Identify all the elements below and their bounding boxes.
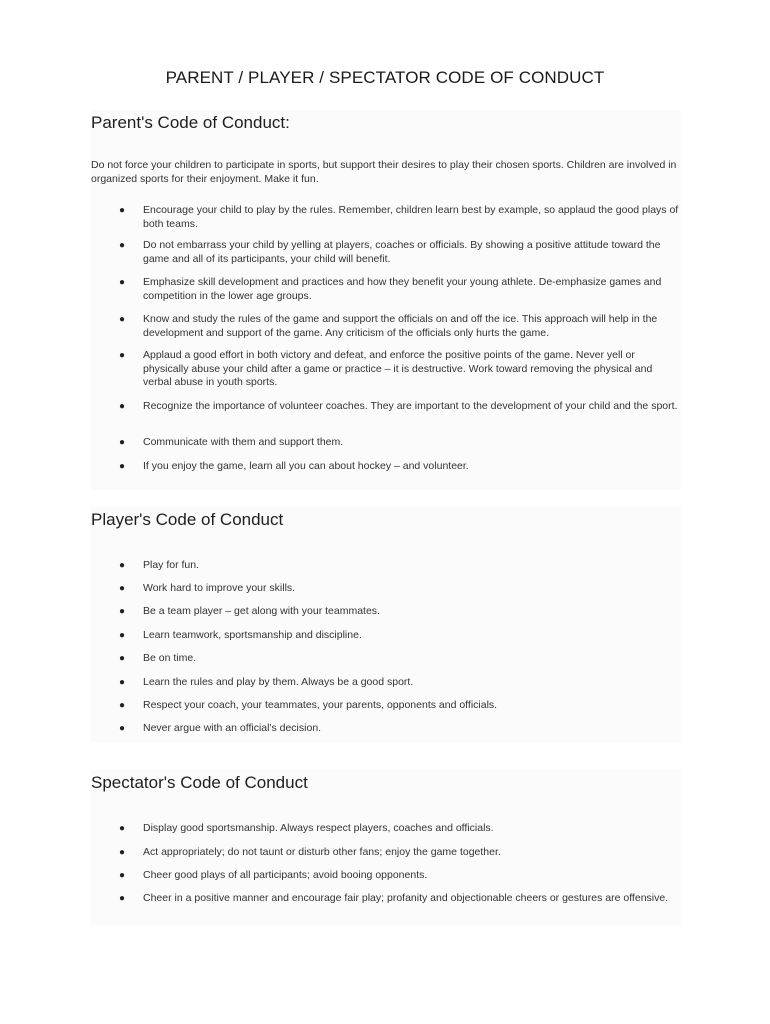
list-item — [91, 239, 681, 266]
bullet-icon: ● — [119, 700, 126, 711]
bullet-icon: ● — [119, 401, 126, 412]
list-item — [91, 204, 681, 231]
bullet-icon: ● — [119, 437, 126, 448]
list-item-text: Respect your coach, your teammates, your parents, opponents and officials. — [143, 699, 498, 711]
list-item — [91, 822, 681, 836]
list-item — [91, 869, 681, 883]
parents-heading: Parent's Code of Conduct: — [91, 113, 290, 132]
bullet-icon: ● — [119, 277, 126, 288]
list-item — [91, 652, 681, 666]
list-item-text: Cheer in a positive manner and encourage fair play; profanity and objectionable cheers or gestures are offensive. — [143, 892, 669, 904]
list-item-text: Do not embarrass your child by yelling at players, coaches or officials. By showing a positive attitude toward the game and all of its participants, your child will benefit. — [143, 239, 661, 265]
players-heading: Player's Code of Conduct — [91, 510, 284, 529]
bullet-icon: ● — [119, 677, 126, 688]
spectators-heading: Spectator's Code of Conduct — [91, 773, 308, 792]
list-item-text: Display good sportsmanship. Always respect players, coaches and officials. — [143, 822, 494, 834]
list-item-text: Work hard to improve your skills. — [143, 582, 296, 594]
bullet-icon: ● — [119, 893, 126, 904]
list-item — [91, 313, 681, 340]
bullet-icon: ● — [119, 653, 126, 664]
list-item-text: Act appropriately; do not taunt or disturb other fans; enjoy the game together. — [143, 846, 501, 858]
list-item-text: Play for fun. — [143, 559, 200, 571]
list-item — [91, 582, 681, 596]
list-item-text: Never argue with an official's decision. — [143, 722, 322, 734]
list-item-text: Learn the rules and play by them. Always be a good sport. — [143, 676, 414, 688]
list-item — [91, 460, 681, 474]
parents-section — [91, 110, 681, 490]
list-item — [91, 400, 681, 414]
bullet-icon: ● — [119, 560, 126, 571]
bullet-icon: ● — [119, 461, 126, 472]
list-item-text: Learn teamwork, sportsmanship and discipline. — [143, 629, 362, 641]
spectators-section — [91, 770, 681, 925]
bullet-icon: ● — [119, 205, 126, 216]
bullet-icon: ● — [119, 847, 126, 858]
list-item — [91, 349, 681, 390]
bullet-icon: ● — [119, 606, 126, 617]
list-item-text: Recognize the importance of volunteer coaches. They are important to the development of your child and the sport. — [143, 400, 678, 412]
bullet-icon: ● — [119, 350, 126, 361]
list-item — [91, 276, 681, 303]
list-item-text: Know and study the rules of the game and support the officials on and off the ice. This approach will help in the development and support of the game. Any criticism of the officials only hurts the game. — [143, 313, 658, 339]
bullet-icon: ● — [119, 314, 126, 325]
list-item — [91, 892, 681, 906]
list-item-text: Emphasize skill development and practices and how they benefit your young athlete. De-emphasize games and competition in the lower age groups. — [143, 276, 662, 302]
bullet-icon: ● — [119, 630, 126, 641]
bullet-icon: ● — [119, 823, 126, 834]
list-item-text: Communicate with them and support them. — [143, 436, 344, 448]
list-item-text: If you enjoy the game, learn all you can about hockey – and volunteer. — [143, 460, 469, 472]
list-item — [91, 676, 681, 690]
bullet-icon: ● — [119, 583, 126, 594]
list-item — [91, 436, 681, 450]
bullet-icon: ● — [119, 870, 126, 881]
players-section — [91, 507, 681, 742]
list-item-text: Applaud a good effort in both victory and defeat, and enforce the positive points of the game. Never yell or physically abuse your child after a game or practice – it is destructive. Work toward removing the physical and verbal abuse in youth sports. — [143, 349, 653, 388]
bullet-icon: ● — [119, 723, 126, 734]
list-item-text: Cheer good plays of all participants; avoid booing opponents. — [143, 869, 428, 881]
list-item — [91, 629, 681, 643]
list-item-text: Encourage your child to play by the rules. Remember, children learn best by example, so applaud the good plays of both teams. — [143, 204, 679, 230]
list-item — [91, 559, 681, 573]
list-item — [91, 699, 681, 713]
list-item — [91, 605, 681, 619]
list-item — [91, 722, 681, 736]
list-item-text: Be on time. — [143, 652, 197, 664]
list-item — [91, 846, 681, 860]
document-title: PARENT / PLAYER / SPECTATOR CODE OF CONDUCT — [165, 68, 605, 87]
list-item-text: Be a team player – get along with your teammates. — [143, 605, 380, 617]
parents-intro: Do not force your children to participate in sports, but support their desires to play their chosen sports. Children are involved in organized sports for their enjoyment. Make it fun. — [91, 159, 677, 185]
bullet-icon: ● — [119, 240, 126, 251]
